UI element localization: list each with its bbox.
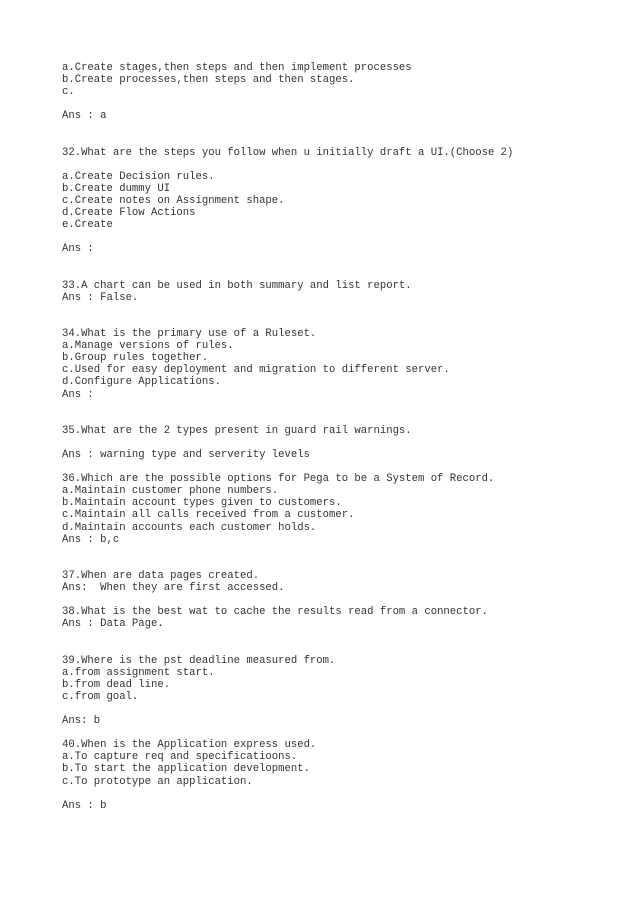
- text-line: c.Create notes on Assignment shape.: [62, 195, 285, 208]
- blank-line: [62, 159, 602, 171]
- blank-line: [62, 643, 602, 655]
- text-line: Ans: b: [62, 715, 101, 728]
- blank-line: [62, 413, 602, 425]
- text-line: Ans : b,c: [62, 533, 120, 546]
- text-line: 35.What are the 2 types present in guard rail warnings.: [62, 424, 412, 437]
- text-line: c.To prototype an application.: [62, 775, 253, 788]
- blank-line: [62, 98, 602, 110]
- text-line: a.Manage versions of rules.: [62, 340, 234, 353]
- blank-line: [62, 546, 602, 558]
- blank-line: [62, 268, 602, 280]
- document-text: [62, 62, 602, 812]
- text-line: Ans : warning type and serverity levels: [62, 449, 310, 461]
- blank-line: [62, 461, 602, 473]
- text-line: a.To capture req and specificatioons.: [62, 751, 298, 764]
- text-line: e.Create: [62, 219, 113, 232]
- blank-line: [62, 703, 602, 715]
- text-line: 37.When are data pages created.: [62, 569, 260, 582]
- blank-line: [62, 135, 602, 147]
- blank-line: [62, 231, 602, 243]
- blank-line: [62, 316, 602, 328]
- text-line: Ans : Data Page.: [62, 618, 164, 631]
- text-line: Ans :: [62, 388, 94, 401]
- blank-line: [62, 788, 602, 800]
- text-line: a.from assignment start.: [62, 666, 215, 679]
- text-line: c.Maintain all calls received from a customer.: [62, 509, 355, 522]
- text-line: d.Maintain accounts each customer holds.: [62, 521, 317, 534]
- blank-line: [62, 594, 602, 606]
- text-line: b.Group rules together.: [62, 352, 209, 365]
- text-line: d.Configure Applications.: [62, 376, 221, 389]
- text-line: b.Maintain account types given to customers.: [62, 497, 342, 510]
- blank-line: [62, 558, 602, 570]
- blank-line: [62, 437, 602, 449]
- blank-line: [62, 630, 602, 642]
- text-line: 32.What are the steps you follow when u initially draft a UI.(Choose 2): [62, 146, 514, 159]
- blank-line: [62, 256, 602, 268]
- text-line: Ans : a: [62, 110, 107, 123]
- text-line: c.from goal.: [62, 690, 139, 703]
- text-line: 39.Where is the pst deadline measured from.: [62, 654, 336, 667]
- text-line: c.Used for easy deployment and migration to different server.: [62, 364, 450, 377]
- text-line: Ans: When they are first accessed.: [62, 582, 285, 595]
- text-line: b.Create processes,then steps and then stages.: [62, 74, 355, 87]
- text-line: b.Create dummy UI: [62, 182, 171, 195]
- text-line: 33.A chart can be used in both summary and list report.: [62, 279, 412, 292]
- text-line: 40.When is the Application express used.: [62, 739, 317, 752]
- text-line: 38.What is the best wat to cache the results read from a connector.: [62, 606, 488, 619]
- text-line: 36.Which are the possible options for Pega to be a System of Record.: [62, 473, 495, 486]
- text-line: a.Maintain customer phone numbers.: [62, 485, 279, 498]
- text-line: b.To start the application development.: [62, 763, 310, 776]
- text-line: c.: [62, 86, 75, 99]
- blank-line: [62, 122, 602, 134]
- blank-line: [62, 727, 602, 739]
- text-line: Ans : b: [62, 799, 107, 812]
- blank-line: [62, 304, 602, 316]
- text-line: Ans :: [62, 243, 94, 256]
- text-line: a.Create Decision rules.: [62, 170, 215, 183]
- blank-line: [62, 401, 602, 413]
- text-line: a.Create stages,then steps and then implement processes: [62, 62, 412, 74]
- text-line: d.Create Flow Actions: [62, 207, 196, 220]
- text-line: b.from dead line.: [62, 678, 171, 691]
- text-line: Ans : False.: [62, 291, 139, 304]
- text-line: 34.What is the primary use of a Ruleset.: [62, 328, 317, 341]
